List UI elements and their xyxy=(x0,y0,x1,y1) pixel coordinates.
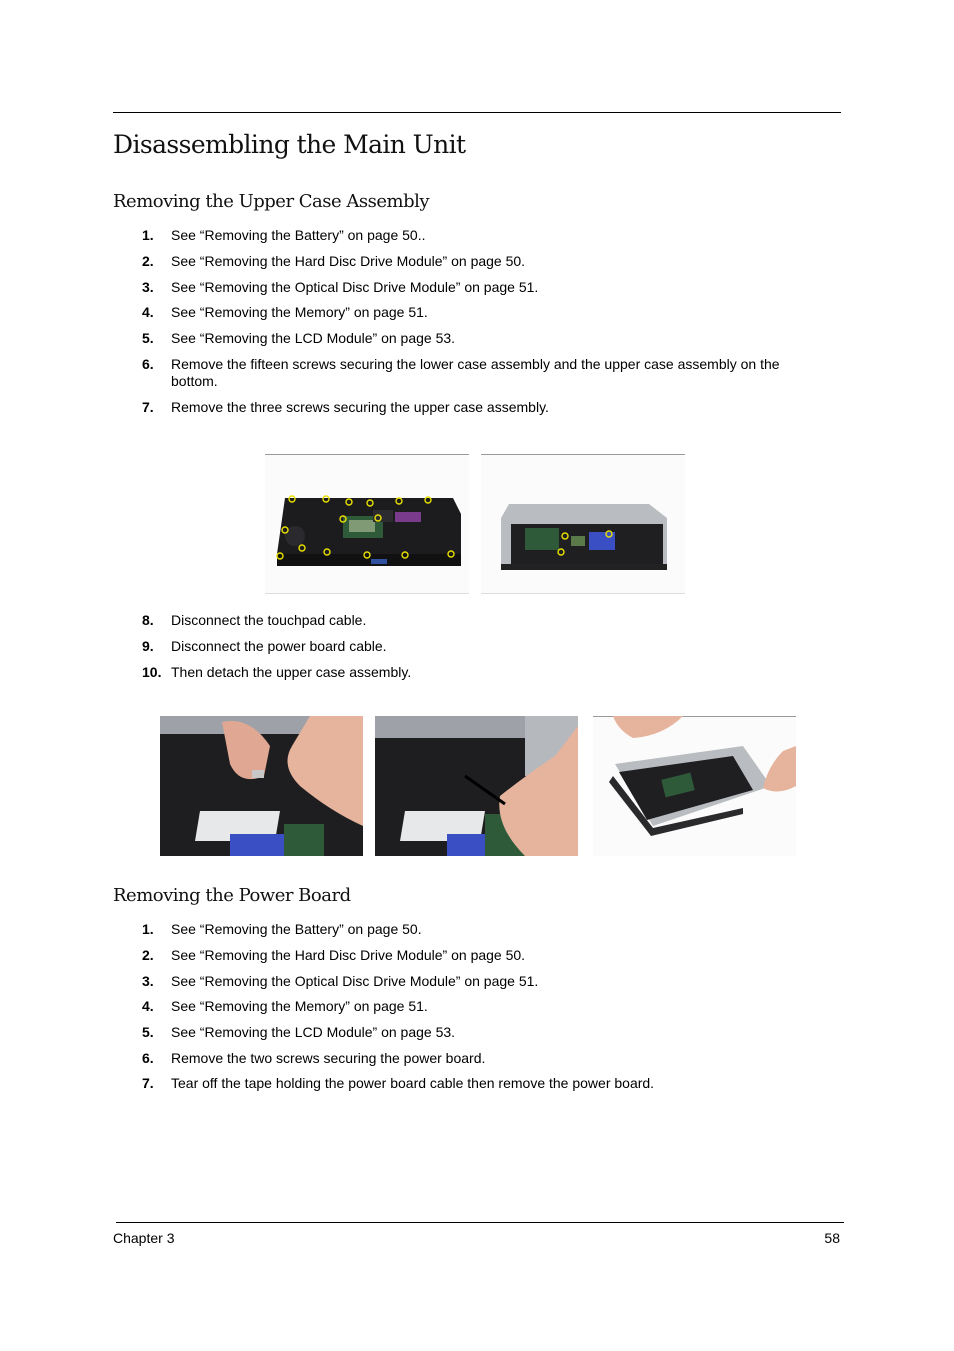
step-number: 5. xyxy=(142,330,154,346)
list-item xyxy=(142,998,811,1015)
section-heading-power-board: Removing the Power Board xyxy=(113,885,351,906)
section-heading-upper-case: Removing the Upper Case Assembly xyxy=(113,191,430,212)
steps-power-board xyxy=(142,921,811,1092)
step-text: See “Removing the Memory” on page 51. xyxy=(171,998,428,1014)
step-number: 5. xyxy=(142,1024,154,1040)
list-item xyxy=(142,1024,811,1041)
step-number: 3. xyxy=(142,973,154,989)
steps-upper-case-part1 xyxy=(142,227,811,416)
step-text: Remove the fifteen screws securing the lower case assembly and the upper case assembly on the bottom. xyxy=(171,356,780,389)
step-number: 1. xyxy=(142,921,154,937)
page-title: Disassembling the Main Unit xyxy=(113,130,466,159)
step-number: 2. xyxy=(142,947,154,963)
steps-upper-case-part2 xyxy=(142,612,811,681)
photo-detach-upper-case xyxy=(593,716,796,856)
list-item xyxy=(142,973,811,990)
step-text: Remove the two screws securing the power board. xyxy=(171,1050,486,1066)
step-number: 4. xyxy=(142,304,154,320)
step-text: Then detach the upper case assembly. xyxy=(171,664,412,680)
list-item xyxy=(142,947,811,964)
step-text: See “Removing the LCD Module” on page 53. xyxy=(171,330,456,346)
list-item xyxy=(142,253,811,270)
step-number: 7. xyxy=(142,399,154,415)
step-text: See “Removing the Optical Disc Drive Module” on page 51. xyxy=(171,279,539,295)
step-number: 4. xyxy=(142,998,154,1014)
list-item xyxy=(142,921,811,938)
step-number: 3. xyxy=(142,279,154,295)
step-text: Disconnect the touchpad cable. xyxy=(171,612,367,628)
list-item xyxy=(142,279,811,296)
list-item xyxy=(142,304,811,321)
step-text: See “Removing the Memory” on page 51. xyxy=(171,304,428,320)
step-number: 10. xyxy=(142,664,162,680)
step-number: 2. xyxy=(142,253,154,269)
step-text: Tear off the tape holding the power board cable then remove the power board. xyxy=(171,1075,655,1091)
step-text: Remove the three screws securing the upper case assembly. xyxy=(171,399,549,415)
list-item xyxy=(142,330,811,347)
step-text: See “Removing the Hard Disc Drive Module” on page 50. xyxy=(171,253,526,269)
footer-page-number: 58 xyxy=(824,1230,840,1246)
step-number: 1. xyxy=(142,227,154,243)
step-text: See “Removing the Battery” on page 50. xyxy=(171,921,422,937)
step-number: 9. xyxy=(142,638,154,654)
photo-disconnect-power-board-cable xyxy=(375,716,578,856)
step-number: 6. xyxy=(142,1050,154,1066)
step-number: 6. xyxy=(142,356,154,372)
step-text: Disconnect the power board cable. xyxy=(171,638,387,654)
photo-upper-case-screws xyxy=(481,454,685,594)
list-item xyxy=(142,612,811,629)
list-item xyxy=(142,227,811,244)
list-item xyxy=(142,638,811,655)
footer-chapter: Chapter 3 xyxy=(113,1230,175,1246)
photo-bottom-screws xyxy=(265,454,469,594)
photo-disconnect-touchpad-cable xyxy=(160,716,363,856)
list-item xyxy=(142,1050,811,1067)
header-rule xyxy=(113,112,841,113)
step-text: See “Removing the Hard Disc Drive Module” on page 50. xyxy=(171,947,526,963)
step-text: See “Removing the Optical Disc Drive Module” on page 51. xyxy=(171,973,539,989)
list-item xyxy=(142,399,811,416)
step-text: See “Removing the LCD Module” on page 53. xyxy=(171,1024,456,1040)
list-item xyxy=(142,356,811,390)
footer-rule xyxy=(116,1222,844,1223)
step-number: 8. xyxy=(142,612,154,628)
step-text: See “Removing the Battery” on page 50.. xyxy=(171,227,426,243)
step-number: 7. xyxy=(142,1075,154,1091)
list-item xyxy=(142,664,811,681)
list-item xyxy=(142,1075,811,1092)
